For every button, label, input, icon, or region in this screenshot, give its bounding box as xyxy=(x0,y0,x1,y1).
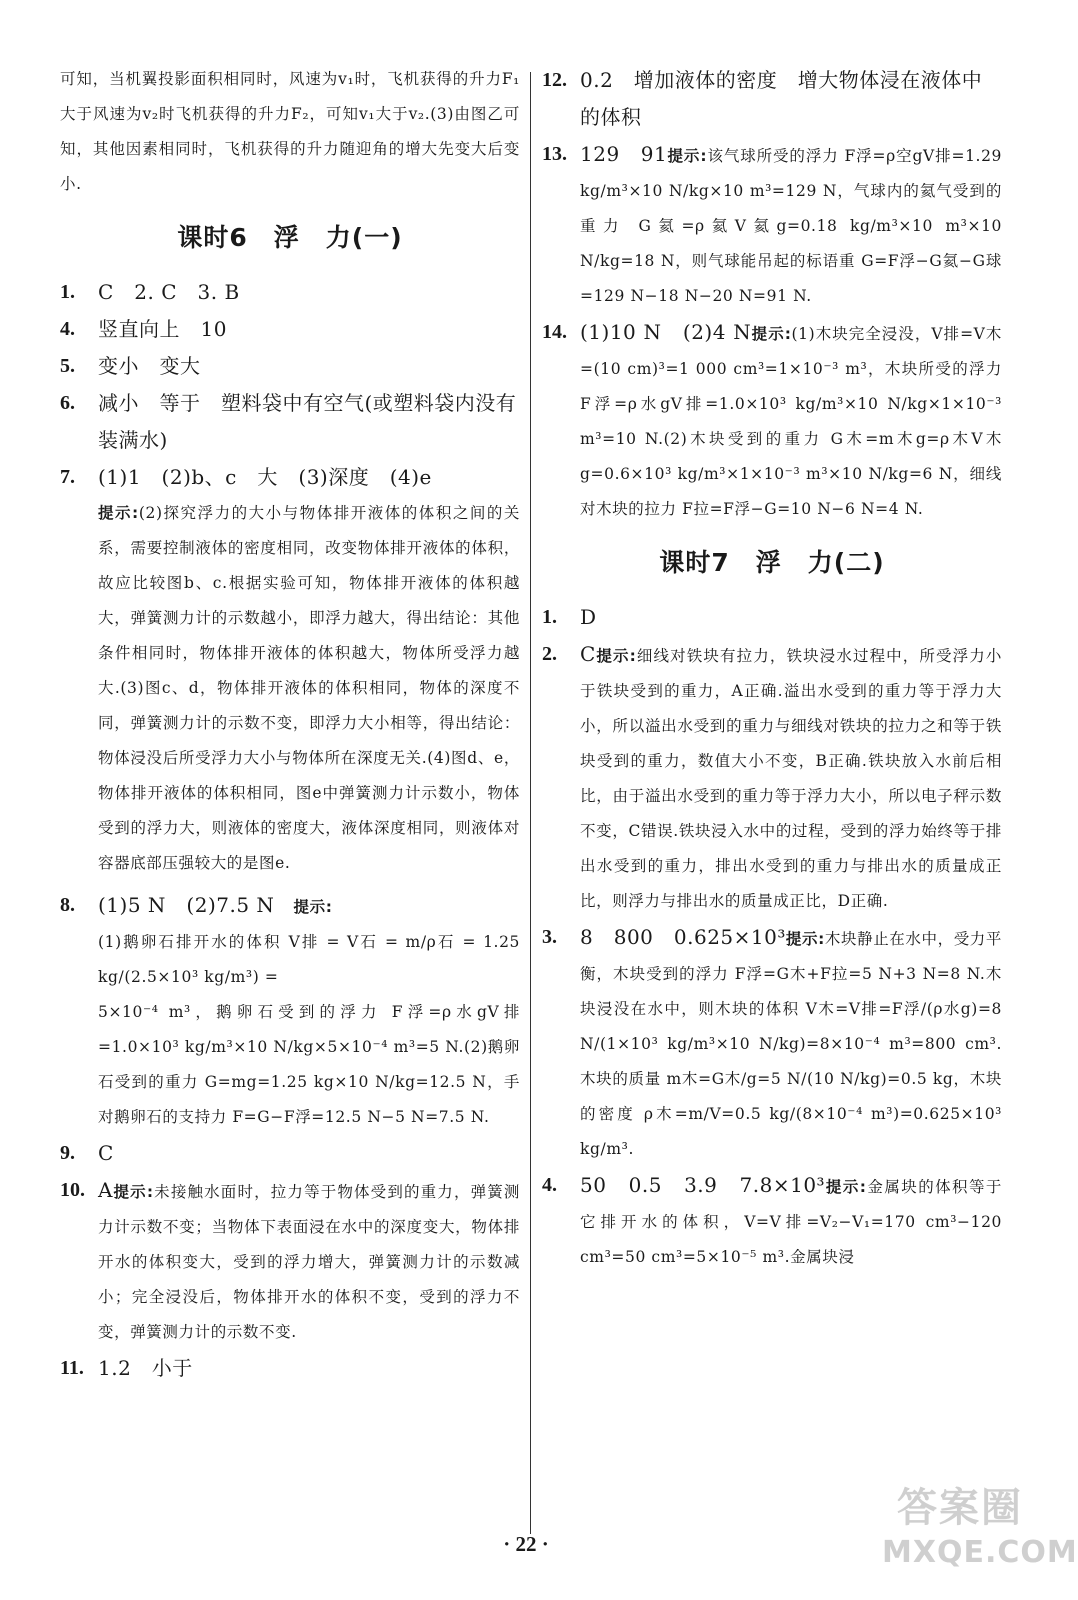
question-number: 5. xyxy=(60,355,75,377)
answer-r3 xyxy=(542,919,1002,1167)
answer-q10 xyxy=(60,1172,520,1350)
answer-q12 xyxy=(542,62,1002,136)
hint-text: (2)探究浮力的大小与物体排开液体的体积之间的关系，需要控制液体的密度相同，改变物体排开液体的体积，故应比较图b、c.根据实验可知，物体排开液体的体积越大，弹簧测力计的示数越小，即浮力越大，得出结论：其他条件相同时，物体排开液体的体积越大，物体所受浮力越大.(3)图c、d，物体排开液体的体积相同，物体的深度不同，弹簧测力计的示数不变，即浮力大小相等，得出结论：物体浸没后所受浮力大小与物体所在深度无关.(4)图d、e，物体排开液体的体积相同，图e中弹簧测力计示数小，物体受到的浮力大，则液体的密度大，液体深度相同，则液体对容器底部压强较大的是图e. xyxy=(98,504,521,872)
question-number: 14. xyxy=(542,321,567,343)
question-number: 12. xyxy=(542,69,567,91)
page-number: · 22 · xyxy=(503,1532,549,1556)
answer-q14 xyxy=(542,314,1002,527)
answer-q8 xyxy=(60,887,520,925)
answer-text: A xyxy=(98,1178,113,1202)
answer-text: 0.2 增加液体的密度 增大物体浸在液体中的体积 xyxy=(580,68,983,129)
hint-q8 xyxy=(60,925,520,1135)
watermark-logo-text: 答案圈 xyxy=(897,1485,1023,1531)
hint-text: 木块静止在水中，受力平衡，木块受到的浮力 F浮=G木+F拉=5 N+3 N=8 N.木块浸没在水中，则木块的体积 V木=V排=F浮/(ρ水g)=8 N/(1×10³ kg/m³×10 N/kg)=8×10⁻⁴ m³=800 cm³.木块的质量 m木=G木/g=5 N/(10 N/kg)=0.5 kg，木块的密度 ρ木=m/V=0.5 kg/(8×10⁻⁴ m³)=0.625×10³ kg/m³. xyxy=(580,930,1002,1158)
answer-r4 xyxy=(542,1167,1002,1275)
section-title-lesson7: 课时7 浮 力(二) xyxy=(659,548,885,577)
answer-text: 129 91 xyxy=(580,142,668,166)
right-column xyxy=(542,62,1002,1275)
answer-q1-3 xyxy=(60,274,520,311)
answer-q5 xyxy=(60,348,520,385)
answer-text: C 2. C 3. B xyxy=(98,280,240,304)
answer-text: C xyxy=(98,1141,114,1165)
hint-label: 提示: xyxy=(595,647,637,665)
answer-text: (1)10 N (2)4 N xyxy=(580,320,752,344)
hint-label: 提示: xyxy=(112,1183,154,1201)
answer-q7 xyxy=(60,459,520,496)
question-number: 1. xyxy=(542,606,557,628)
question-number: 4. xyxy=(60,318,75,340)
answer-r1 xyxy=(542,599,1002,636)
hint-label: 提示: xyxy=(785,930,825,948)
answer-q9 xyxy=(60,1135,520,1172)
question-number: 13. xyxy=(542,143,567,165)
answer-text: 竖直向上 10 xyxy=(98,317,227,341)
answer-text: 8 800 0.625×10³ xyxy=(580,925,786,949)
hint-label: 提示: xyxy=(667,147,708,165)
intro-paragraph: 可知，当机翼投影面积相同时，风速为v₁时，飞机获得的升力F₁大于风速为v₂时飞机获得的升力F₂，可知v₁大于v₂.(3)由图乙可知，其他因素相同时，飞机获得的升力随迎角的增大先变大后变小. xyxy=(60,70,520,193)
hint-text: 5×10⁻⁴ m³，鹅卵石受到的浮力 F浮=ρ水gV排=1.0×10³ kg/m³×10 N/kg×5×10⁻⁴ m³=5 N.(2)鹅卵石受到的重力 G=mg=1.25 kg×10 N/kg=12.5 N，手对鹅卵石的支持力 F=G−F浮=12.5 N−5 N=7.5 N. xyxy=(98,1003,520,1126)
section-title-lesson6: 课时6 浮 力(一) xyxy=(177,223,403,252)
hint-text: 未接触水面时，拉力等于物体受到的重力，弹簧测力计示数不变；当物体下表面浸在水中的深度变大，物体排开水的体积变大，受到的浮力增大，弹簧测力计的示数减小；完全浸没后，物体排开水的体积不变，受到的浮力不变，弹簧测力计的示数不变. xyxy=(98,1183,521,1341)
answer-text: (1)5 N (2)7.5 N xyxy=(98,893,275,917)
hint-label: 提示: xyxy=(825,1178,867,1196)
answer-q11 xyxy=(60,1350,520,1387)
answer-text: C xyxy=(580,642,596,666)
hint-text: 细线对铁块有拉力，铁块浸水过程中，所受浮力小于铁块受到的重力，A正确.溢出水受到的重力等于浮力大小，所以溢出水受到的重力与细线对铁块的拉力之和等于铁块受到的重力，数值大小不变，B正确.铁块放入水前后相比，由于溢出水受到的重力等于浮力大小，所以电子秤示数不变，C错误.铁块浸入水中的过程，受到的浮力始终等于排出水受到的重力，排出水受到的重力与排出水的质量成正比，则浮力与排出水的质量成正比，D正确. xyxy=(580,647,1003,910)
answer-q13 xyxy=(542,136,1002,314)
hint-formula-line: (1)鹅卵石排开水的体积 V排 = V石 = m/ρ石 = 1.25 kg/(2.5×10³ kg/m³) = xyxy=(98,933,520,986)
column-divider xyxy=(530,72,531,1534)
watermark-site-text: MXQE.COM xyxy=(882,1535,1078,1570)
question-number: 6. xyxy=(60,392,75,414)
answer-text: 减小 等于 塑料袋中有空气(或塑料袋内没有装满水) xyxy=(98,391,517,452)
answer-text: 50 0.5 3.9 7.8×10³ xyxy=(580,1173,826,1197)
hint-text: 金属块的体积等于它排开水的体积，V=V排=V₂−V₁=170 cm³−120 cm³=50 cm³=5×10⁻⁵ m³.金属块浸 xyxy=(580,1178,1003,1266)
answer-text: (1)1 (2)b、c 大 (3)深度 (4)e xyxy=(98,465,432,489)
answer-q6 xyxy=(60,385,520,459)
hint-label: 提示: xyxy=(98,504,139,522)
question-number: 4. xyxy=(542,1174,557,1196)
question-number: 7. xyxy=(60,466,75,488)
hint-label: 提示: xyxy=(751,325,792,343)
hint-label: 提示: xyxy=(293,898,333,916)
question-number: 8. xyxy=(60,894,75,916)
question-number: 10. xyxy=(60,1179,85,1201)
answer-text: 1.2 小于 xyxy=(98,1356,193,1380)
question-number: 3. xyxy=(542,926,557,948)
hint-text: 该气球所受的浮力 F浮=ρ空gV排=1.29 kg/m³×10 N/kg×10 m³=129 N，气球内的氦气受到的重力 G氦=ρ氦V氦g=0.18 kg/m³×10 m³×10 N/kg=18 N，则气球能吊起的标语重 G=F浮−G氦−G球=129 N−18 N−20 N=91 N. xyxy=(580,147,1003,305)
hint-text: (1)木块完全浸没，V排=V木=(10 cm)³=1 000 cm³=1×10⁻³ m³，木块所受的浮力 F浮=ρ水gV排=1.0×10³ kg/m³×10 N/kg×1×10⁻³ m³=10 N.(2)木块受到的重力 G木=m木g=ρ木V木g=0.6×10³ kg/m³×1×10⁻³ m³×10 N/kg=6 N，细线对木块的拉力 F拉=F浮−G=10 N−6 N=4 N. xyxy=(580,325,1002,518)
answer-q4 xyxy=(60,311,520,348)
watermark-logo xyxy=(882,1482,1078,1592)
question-number: 2. xyxy=(542,643,557,665)
answer-r2 xyxy=(542,636,1002,919)
answer-text: D xyxy=(580,605,597,629)
question-number: 9. xyxy=(60,1142,75,1164)
left-column xyxy=(60,62,520,1387)
hint-q7 xyxy=(60,496,520,881)
answer-text: 变小 变大 xyxy=(98,354,201,378)
question-number: 11. xyxy=(60,1357,84,1379)
question-number: 1. xyxy=(60,281,75,303)
